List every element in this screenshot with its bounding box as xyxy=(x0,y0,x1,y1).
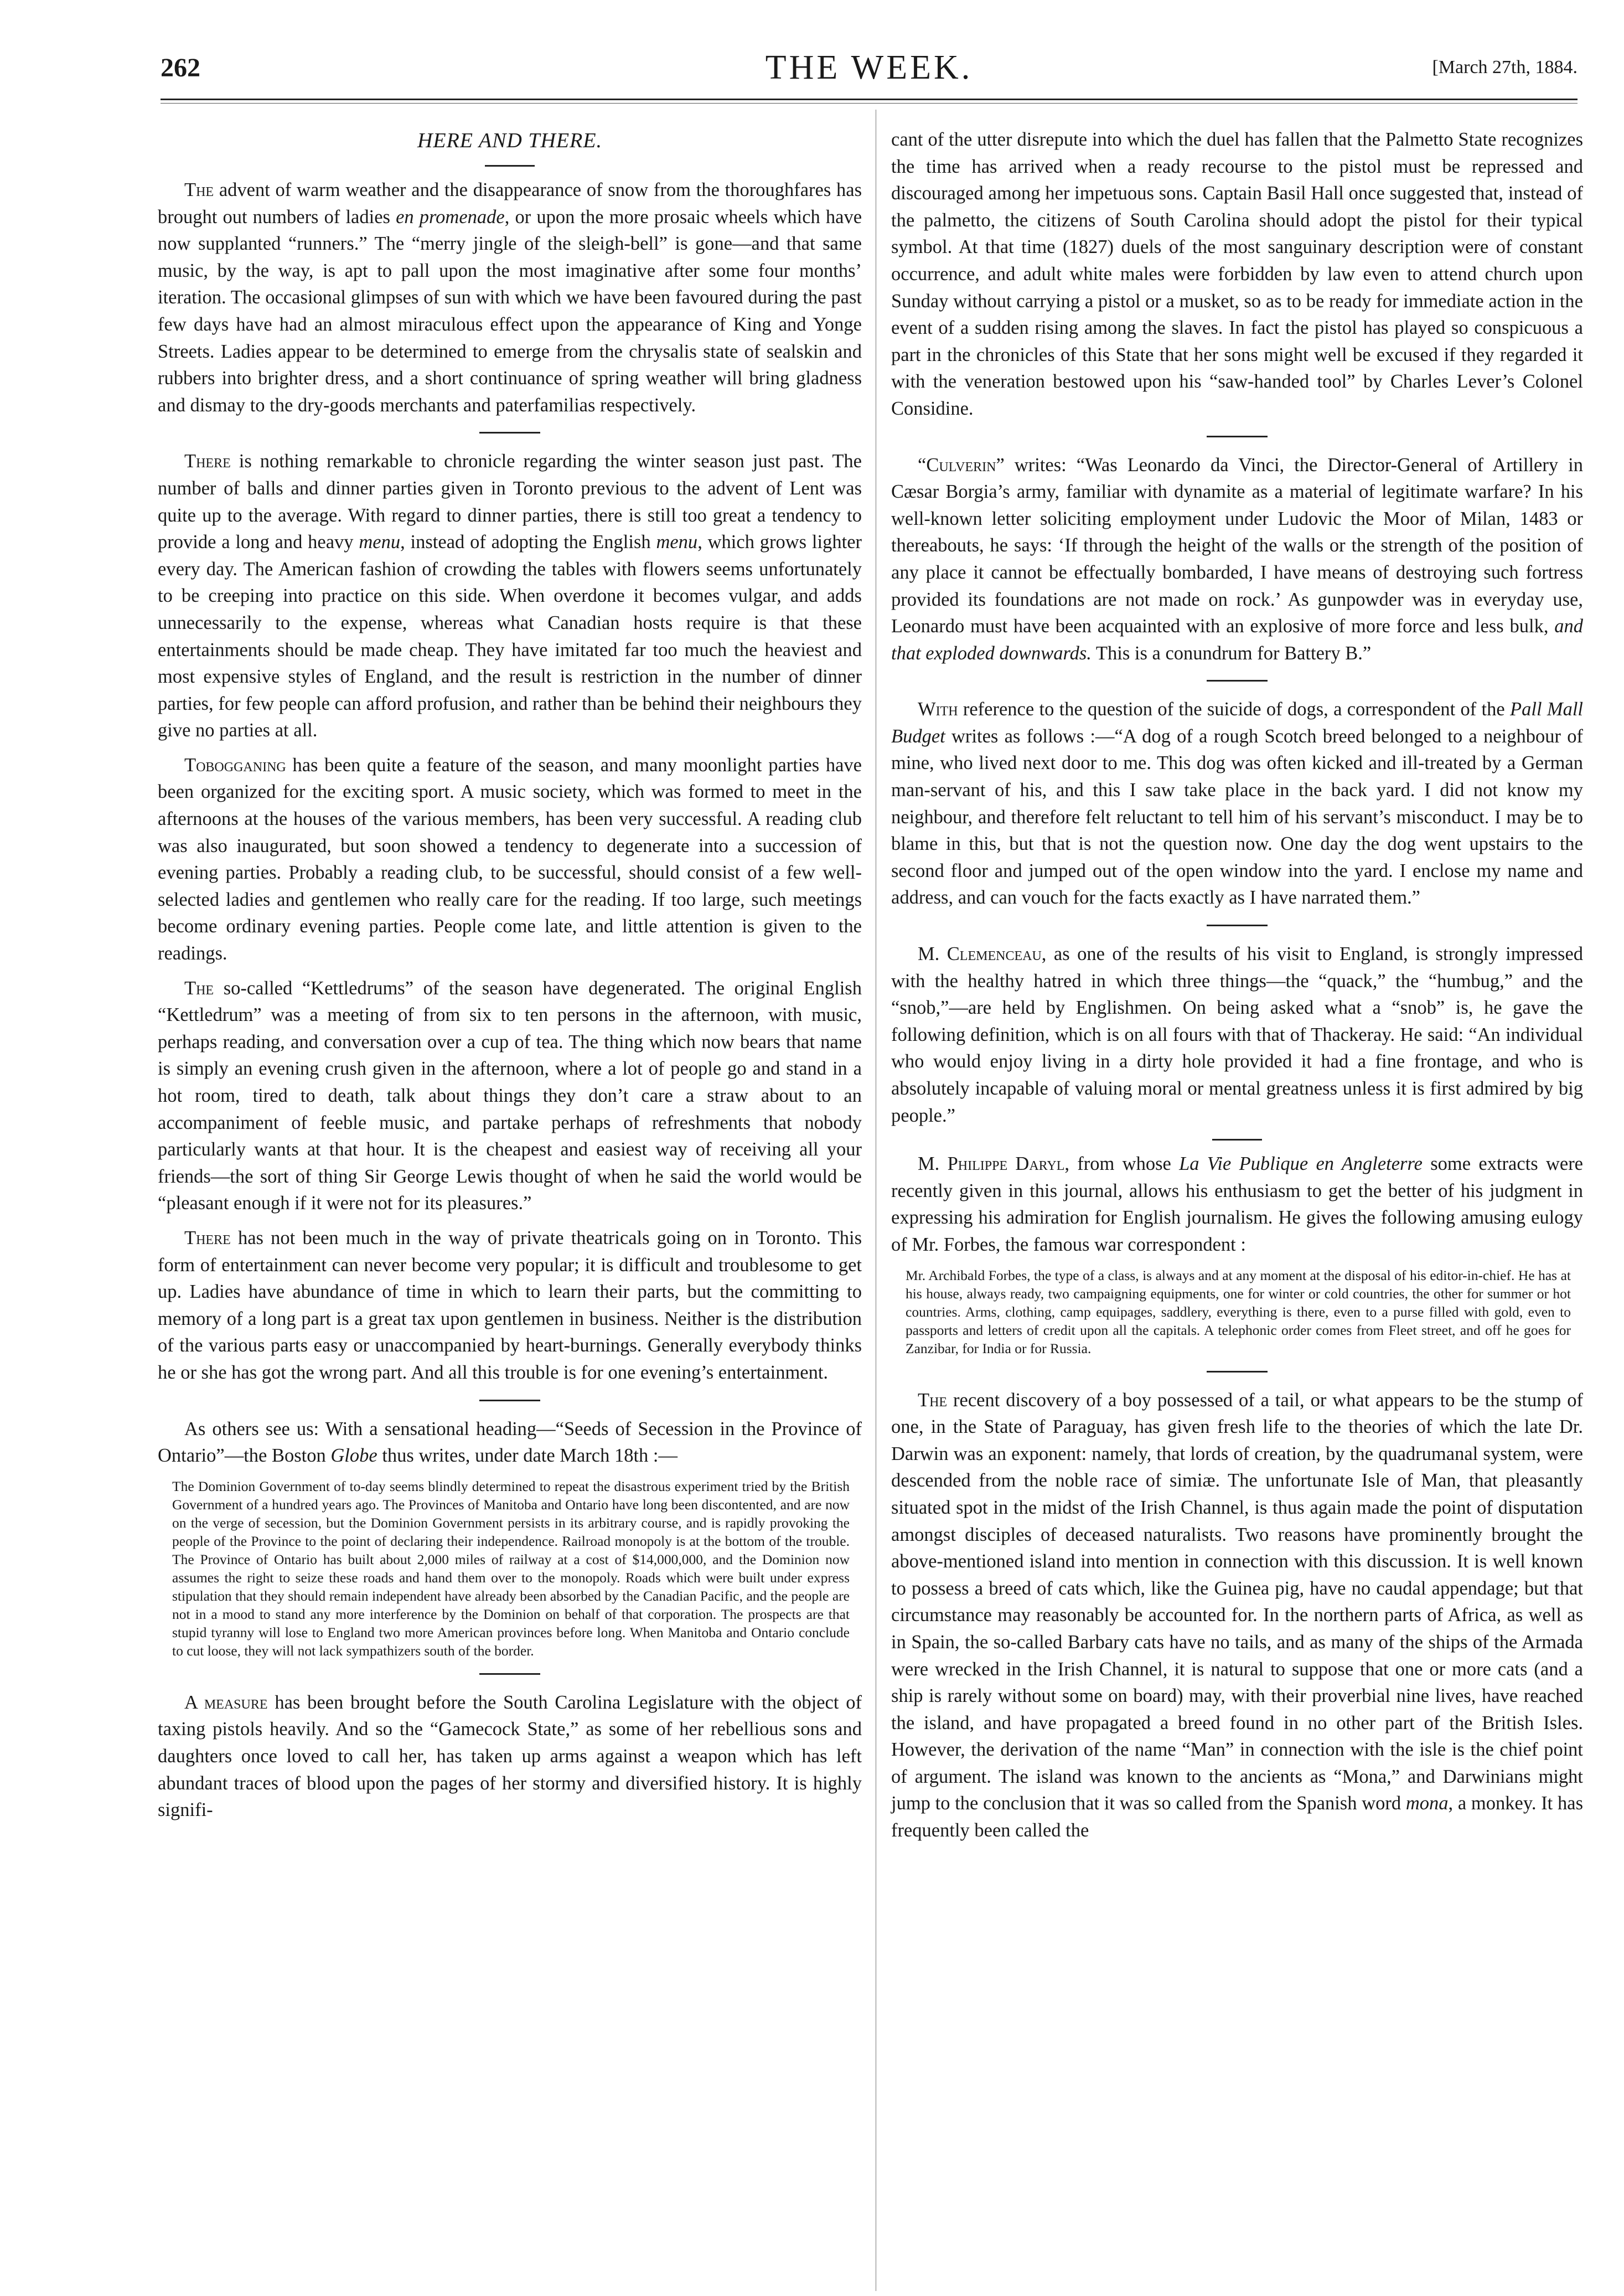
lead-word: A measure xyxy=(184,1691,268,1713)
italic-text: menu xyxy=(359,532,401,553)
italic-text: menu xyxy=(656,532,698,553)
paragraph-text: has not been much in the way of private theatricals going on in Toronto. This form of entertainment can never become very popular; it is difficult and troublesome to get up. Ladies have abundance of time in which to learn their parts, but the committing to memory of a long part is a great tax upon gentlemen in business. Neither is the distribution of the various parts easy or unaccompanied by heart-burnings. Generally everybody thinks he or she has got the wrong part. And all this trouble is for one evening’s entertainment. xyxy=(158,1227,862,1383)
paragraph-tobogganing xyxy=(158,752,862,967)
header-rule xyxy=(161,99,1578,100)
paragraph-text: , from whose xyxy=(1064,1153,1180,1175)
paragraph-text: This is a conundrum for Battery B.” xyxy=(1091,642,1372,664)
separator xyxy=(1207,1371,1268,1373)
separator xyxy=(1212,1139,1262,1141)
lead-word: Tobogganing xyxy=(184,754,286,776)
paragraph-text: some extracts were recently given in this journal, allows his enthusiasm to get the better of his judgment in expressing his admiration for English journalism. He gives the following amusing eulogy of Mr. Forbes, the famous war correspondent : xyxy=(891,1153,1583,1255)
paragraph-secession xyxy=(158,1416,862,1469)
italic-text: and that exploded downwards. xyxy=(891,616,1583,664)
lead-word: The xyxy=(184,179,214,200)
paragraph-winter-season xyxy=(158,448,862,744)
paragraph-pistols-continued xyxy=(891,126,1583,422)
italic-text: mona xyxy=(1405,1793,1449,1814)
italic-text: Globe xyxy=(330,1445,377,1467)
lead-word: M. Philippe Daryl xyxy=(918,1153,1065,1175)
block-quote-globe: The Dominion Government of to-day seems blindly determined to repeat the disastrous experiment tried by the British Government of a hundred years ago. The Provinces of Manitoba and Ontario have long been discontented, and are now on the verge of secession, but the Dominion Government persists in its arbitrary course, and is rapidly provoking the people of the Province to the point of declaring their independence. Railroad monopoly is at the bottom of the trouble. The Province of Ontario has built about 2,000 miles of railway at a cost of $14,000,000, and the Dominion now assumes the right to seize these roads and hand them over to the monopoly. Roads which were built under express stipulation that they should remain independent have already been absorbed by the Canadian Pacific, and the people are not in a mood to stand any more interference by the Dominion on behalf of that corporation. The prospects are that stupid tyranny will lose to England two more American provinces before long. When Manitoba and Ontario conclude to cut loose, they will not lack sympathizers south of the border. xyxy=(172,1478,850,1659)
paragraph-text: , or upon the more prosaic wheels which have now supplanted “runners.” The “merry jingle of the sleigh-bell” is gone—and that same music, by the way, is apt to pall upon the most imaginative after some four months’ iteration. The occasional glimpses of sun with which we have been favoured during the past few days have had an almost miraculous effect upon the appearance of King and Yonge Streets. Ladies appear to be determined to emerge from the chrysalis state of sealskin and rubbers into brighter dress, and a short continuance of spring weather will bring gladness and dismay to the dry-goods merchants and paterfamilias respectively. xyxy=(158,206,862,416)
paragraph-text: , instead of adopting the English xyxy=(400,532,656,553)
paragraph-text: advent of warm weather and the disappearance of snow from the thoroughfares has brought out numbers of ladies xyxy=(158,179,862,228)
lead-word: “Culverin xyxy=(918,454,996,476)
lead-word: There xyxy=(184,451,231,472)
paragraph-text: writes as follows :—“A dog of a rough Scotch breed belonged to a neighbour of mine, who lived next door to me. This dog was often kicked and ill-treated by a German man-servant of his, and this I saw take place in the back yard. I did not know my neighbour, and therefore felt reluctant to tell him of his servant’s misconduct. I may be to blame in this, but that is not the question now. One day the dog went upstairs to the second floor and jumped out of the open window into the yard. I enclose my name and address, and can vouch for the facts exactly as I have narrated them.” xyxy=(891,725,1583,909)
left-column xyxy=(158,126,862,1824)
paragraph-text: As others see us: With a sensational heading—“Seeds of Secession in the Province of Ontario”—the Boston xyxy=(158,1418,862,1467)
lead-word: The xyxy=(918,1389,948,1411)
header-rule-thin xyxy=(161,103,1578,104)
paragraph-text: so-called “Kettledrums” of the season have degenerated. The original English “Kettledrum” was a meeting of from six to ten persons in the afternoon, with music, perhaps reading, and conversation over a cup of tea. The thing which now bears that name is simply an evening crush given in the afternoon, where a lot of people go and stand in a hot room, tired to death, talk about things they don’t care a straw about to an accompaniment of feeble music, and partake perhaps of refreshments that nobody particularly wants at that hour. It is the cheapest and easiest way of receiving all your friends—the sort of thing Sir George Lewis thought of when he said the world would be “pleasant enough if it were not for its pleasures.” xyxy=(158,977,862,1214)
paragraph-clemenceau xyxy=(891,941,1583,1129)
italic-text: Pall Mall Budget xyxy=(891,699,1584,747)
separator xyxy=(479,432,540,434)
paragraph-text: thus writes, under date March 18th :— xyxy=(377,1445,677,1467)
paragraph-text: reference to the question of the suicide of dogs, a correspondent of the xyxy=(958,699,1511,720)
paragraph-text: , a monkey. It has frequently been called the xyxy=(891,1793,1583,1841)
separator xyxy=(479,1673,540,1675)
paragraph-culverin xyxy=(891,452,1583,667)
separator xyxy=(479,1400,540,1401)
separator xyxy=(485,165,535,167)
separator xyxy=(1207,436,1268,437)
block-quote-forbes: Mr. Archibald Forbes, the type of a class, is always and at any moment at the disposal of his editor-in-chief. He has at his house, always ready, two campaigning equipments, one for winter or cold countries, the other for summer or hot countries. Arms, clothing, camp equipages, saddlery, everything is there, even to a purse filled with gold, even to passports and letters of credit upon all the capitals. A telephonic order comes from Fleet street, and off he goes for Zanzibar, for India or for Russia. xyxy=(906,1267,1571,1356)
section-title: HERE AND THERE. xyxy=(417,129,603,152)
separator xyxy=(1207,925,1268,926)
paragraph-daryl xyxy=(891,1150,1583,1258)
paragraph-text: recent discovery of a boy possessed of a tail, or what appears to be the stump of one, in the State of Paraguay, has given fresh life to the theories of which the late Dr. Darwin was an exponent: namely, that lords of creation, by the quadrumanal system, were descended from the noble race of simiæ. The unfortunate Isle of Man, that pleasantly situated spot in the midst of the Irish Channel, is thus again made the point of disputation amongst disciples of deceased naturalists. Two reasons have prominently brought the above-mentioned island into mention in connection with this discussion. It is well known to possess a breed of cats which, like the Guinea pig, have no caudal appendage; but that circumstance may reasonably be accounted for. In the northern parts of Africa, as well as in Spain, the so-called Barbary cats have no tails, and as many of the ships of the Armada were wrecked in the Irish Channel, it is natural to suppose that one or more cats (and a ship is rarely without some on board) may, with their proverbial nine lives, have reached the island, and have propagated a breed found in no other part of the British Isles. However, the derivation of the name “Man” in connection with the isle is the chief point of argument. The island was known to the ancients as “Mona,” and Darwinians might jump to the conclusion that it was so called from the Spanish word xyxy=(891,1389,1583,1814)
page-number: 262 xyxy=(161,53,200,82)
paragraph-text: cant of the utter disrepute into which the duel has fallen that the Palmetto State recognizes the time has arrived when a ready recourse to the pistol must be repressed and discouraged among her impetuous sons. Captain Basil Hall once suggested that, instead of the palmetto, the citizens of South Carolina should adopt the pistol for their typical symbol. At that time (1827) duels of the most sanguinary description were of constant occurrence, and adult white males were forbidden by law even to attend church upon Sunday without carrying a pistol or a musket, so as to be ready for immediate action in the event of a sudden rising among the slaves. In fact the pistol has played so conspicuous a part in the chronicles of this State that her sons might well be excused if they regarded it with the veneration bestowed upon his “saw-handed tool” by Charles Lever’s Colonel Considine. xyxy=(891,129,1583,419)
paragraph-pistols xyxy=(158,1689,862,1824)
lead-word: With xyxy=(918,699,958,720)
paragraph-dogs xyxy=(891,696,1583,911)
paragraph-text: is nothing remarkable to chronicle regarding the winter season just past. The number of balls and dinner parties given in Toronto previous to the advent of Lent was quite up to the average. With regard to dinner parties, there is still too great a tendency to provide a long and heavy xyxy=(158,451,862,553)
paragraph-text: ” writes: “Was Leonardo da Vinci, the Director-General of Artillery in Cæsar Borgia’s army, familiar with dynamite as a material of legitimate warfare? In his well-known letter soliciting employment under Ludovic the Moor of Milan, 1483 or thereabouts, he says: ‘If through the height of the walls or the strength of the position of any place it cannot be effectually bombarded, I have means of destroying such fortress provided its foundations are not made on rock.’ As gunpowder was in everyday use, Leonardo must have been acquainted with an explosive of more force and less bulk, xyxy=(891,454,1583,637)
paragraph-text: , which grows lighter every day. The American fashion of crowding the tables with flowers seems unfortunately to be creeping into practice on this side. When overdone it becomes vulgar, and adds unnecessarily to the expense, whereas what Canadian hosts require is that these entertainments should be made cheap. They have imitated far too much the heaviest and most expensive styles of England, and the result is restriction in the number of dinner parties, for few people can afford profusion, and rather than be behind their neighbours they give no parties at all. xyxy=(158,532,862,741)
paragraph-tail xyxy=(891,1387,1583,1844)
separator xyxy=(1207,680,1268,682)
italic-text: La Vie Publique en Angleterre xyxy=(1179,1153,1423,1175)
lead-word: M. Clemenceau xyxy=(918,943,1042,965)
lead-word: There xyxy=(184,1227,231,1248)
issue-date: [March 27th, 1884. xyxy=(1432,57,1578,78)
paragraph-weather xyxy=(158,177,862,419)
lead-word: The xyxy=(184,977,214,999)
paragraph-kettledrums xyxy=(158,975,862,1217)
masthead-title: THE WEEK. xyxy=(765,49,973,86)
paragraph-theatricals xyxy=(158,1225,862,1386)
italic-text: en promenade xyxy=(396,206,505,228)
paragraph-text: has been brought before the South Carolina Legislature with the object of taxing pistols heavily. And so the “Gamecock State,” as some of her rebellious sons and daughters once loved to call her, has taken up arms against a weapon which has left abundant traces of blood upon the pages of her stormy and diversified history. It is highly signifi- xyxy=(158,1691,862,1821)
paragraph-text: , as one of the results of his visit to England, is strongly impressed with the healthy hatred in which three things—the “quack,” the “humbug,” and the “snob,”—are held by Englishmen. On being asked what a “snob” is, he gave the following definition, which is on all fours with that of Thackeray. He said: “An individual who would enjoy living in a dirty hole provided it had a fine frontage, and who is absolutely incapable of valuing moral or mental greatness unless it is first admired by big people.” xyxy=(891,943,1584,1126)
right-column xyxy=(891,126,1583,1844)
page-header xyxy=(161,49,1578,91)
paragraph-text: has been quite a feature of the season, and many moonlight parties have been organized for the exciting sport. A music society, which was formed to meet in the afternoons at the houses of the various members, has been very successful. A reading club was also inaugurated, but soon showed a tendency to degenerate into a succession of evening parties. Probably a reading club, to be successful, should consist of a few well-selected ladies and gentlemen who really care for the reading. If too large, such meetings become ordinary evening parties. People come late, and little attention is given to the readings. xyxy=(158,754,862,964)
